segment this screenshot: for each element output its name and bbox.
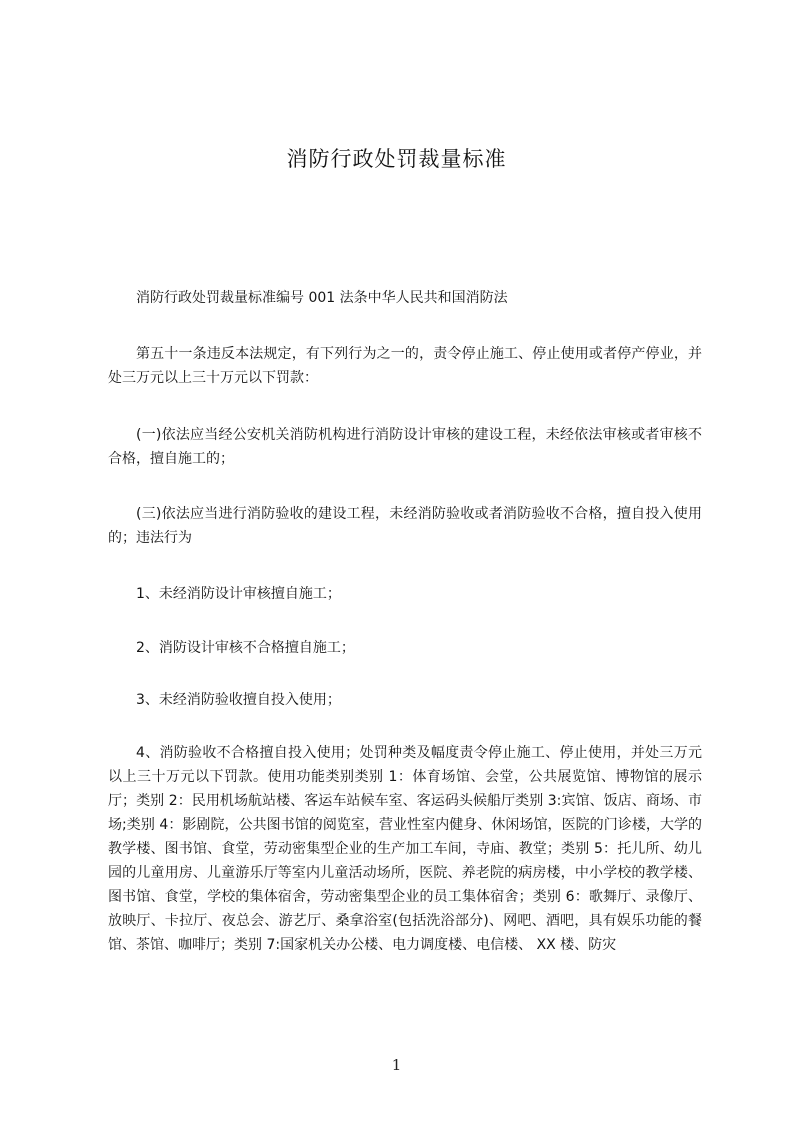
violation-4-and-categories: 4、消防验收不合格擅自投入使用；处罚种类及幅度责令停止施工、停止使用，并处三万元以上三十万元以下罚款。使用功能类别类别 1：体育场馆、会堂，公共展览馆、博物馆的展示厅；类别 2：民用机场航站楼、客运车站候车室、客运码头候船厅类别 3:宾馆、饭店、商场、市场;类别 4：影剧院，公共图书馆的阅览室，营业性室内健身、休闲场馆，医院的门诊楼，大学的教学楼、图书馆、食堂，劳动密集型企业的生产加工车间，寺庙、教堂；类别 5：托儿所、幼儿园的儿童用房、儿童游乐厅等室内儿童活动场所，医院、养老院的病房楼，中小学校的教学楼、图书馆、食堂，学校的集体宿舍，劳动密集型企业的员工集体宿舍；类别 6：歌舞厅、录像厅、放映厅、卡拉厅、夜总会、游艺厅、桑拿浴室(包括洗浴部分)、网吧、酒吧，具有娱乐功能的餐馆、茶馆、咖啡厅；类别 7:国家机关办公楼、电力调度楼、电信楼、 XX 楼、防灾 xyxy=(108,745,702,953)
page-number: 1 xyxy=(391,1056,402,1074)
article-51-paragraph: 第五十一条违反本法规定，有下列行为之一的，责令停止施工、停止使用或者停产停业，并处三万元以上三十万元以下罚款： xyxy=(108,346,702,386)
violation-3: 3、未经消防验收擅自投入使用； xyxy=(136,692,341,708)
violation-1: 1、未经消防设计审核擅自施工； xyxy=(136,586,341,602)
document-title: 消防行政处罚裁量标准 xyxy=(286,147,507,171)
clause-3-paragraph: (三)依法应当进行消防验收的建设工程，未经消防验收或者消防验收不合格，擅自投入使用的；违法行为 xyxy=(108,506,702,546)
standard-number-line: 消防行政处罚裁量标准编号 001 法条中华人民共和国消防法 xyxy=(136,290,508,306)
violation-2: 2、消防设计审核不合格擅自施工； xyxy=(136,640,355,656)
clause-1-paragraph: (一)依法应当经公安机关消防机构进行消防设计审核的建设工程，未经依法审核或者审核不合格，擅自施工的； xyxy=(108,427,702,467)
